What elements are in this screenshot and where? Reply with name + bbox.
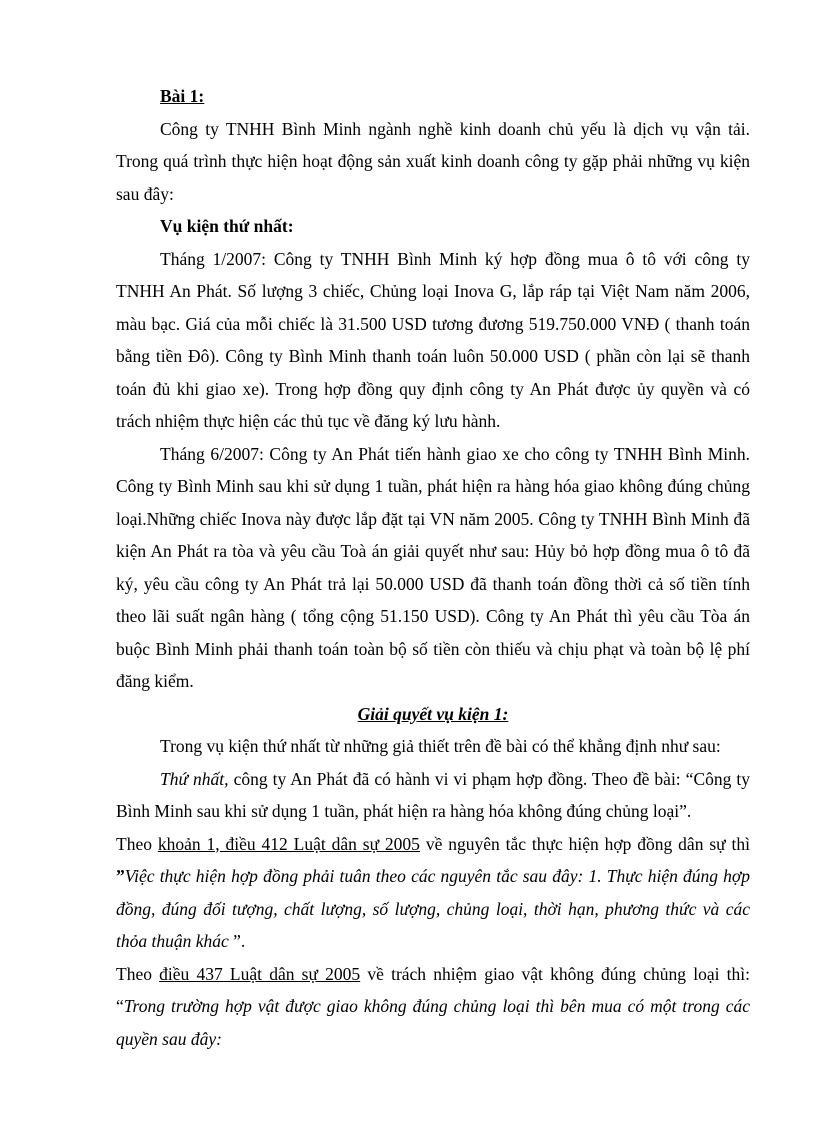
- intro-line-3: sau đây:: [116, 183, 174, 204]
- art412-reference: khoản 1, điều 412 Luật dân sự 2005: [157, 833, 420, 854]
- para2-line-8: đăng kiểm.: [116, 671, 194, 691]
- para2-line-6: theo lãi suất ngân hàng ( tổng cộng 51.150 USD). Công ty An Phát thì yêu cầu Tòa án: [116, 606, 750, 626]
- para1-line-4: bằng tiền Đô). Công ty Bình Minh thanh toán luôn 50.000 USD ( phần còn lại sẽ thanh: [116, 346, 750, 366]
- para1-line-5: toán đủ khi giao xe). Trong hợp đồng quy định công ty An Phát được ủy quyền và có: [116, 378, 750, 399]
- first-point-text: công ty An Phát đã có hành vi vi phạm hợp đồng. Theo đề bài: “Công ty: [228, 768, 751, 789]
- art412-quote-line-3: thỏa thuận khác ”.: [116, 931, 246, 951]
- first-point-line-1: [116, 763, 750, 796]
- art437-quote-line-2: quyền sau đây:: [116, 1028, 222, 1049]
- first-point-label: Thứ nhất,: [160, 768, 229, 789]
- art412-quote-line-2: đồng, đúng đối tượng, chất lượng, số lượng, chủng loại, thời hạn, phương thức và các: [116, 898, 750, 919]
- para2-line-5: ký, yêu cầu công ty An Phát trả lại 50.000 USD đã thanh toán đồng thời cả số tiền tính: [116, 573, 750, 594]
- intro-line-1: Công ty TNHH Bình Minh ngành nghề kinh doanh chủ yếu là dịch vụ vận tải.: [160, 118, 750, 139]
- para2-line-7: buộc Bình Minh phải thanh toán toàn bộ số tiền còn thiếu và chịu phạt và toàn bộ lệ phí: [116, 638, 750, 659]
- first-point-line-2: Bình Minh sau khi sử dụng 1 tuần, phát hiện ra hàng hóa không đúng chủng loại”.: [116, 801, 692, 821]
- para2-line-4: kiện An Phát ra tòa và yêu cầu Toà án giải quyết như sau: Hủy bỏ hợp đồng mua ô tô đã: [116, 541, 750, 561]
- para1-line-1: Tháng 1/2007: Công ty TNHH Bình Minh ký hợp đồng mua ô tô với công ty: [160, 248, 750, 269]
- para1-line-3: màu bạc. Giá của mỗi chiếc là 31.500 USD tương đương 519.750.000 VNĐ ( thanh toán: [116, 313, 750, 334]
- para1-line-6: trách nhiệm thực hiện các thủ tục về đăng ký lưu hành.: [116, 411, 501, 431]
- para1-line-2: TNHH An Phát. Số lượng 3 chiếc, Chủng loại Inova G, lắp ráp tại Việt Nam năm 2006,: [116, 281, 750, 301]
- solution-intro: Trong vụ kiện thứ nhất từ những giả thiết trên đề bài có thể khẳng định như sau:: [160, 736, 721, 756]
- para2-line-1: Tháng 6/2007: Công ty An Phát tiến hành giao xe cho công ty TNHH Bình Minh.: [160, 443, 750, 464]
- case1-heading: Vụ kiện thứ nhất:: [160, 216, 294, 236]
- para2-line-2: Công ty Bình Minh sau khi sử dụng 1 tuần, phát hiện ra hàng hóa giao không đúng chủng: [116, 476, 750, 496]
- art437-line: Theo điều 437 Luật dân sự 2005 về trách nhiệm giao vật không đúng chủng loại thì:: [116, 963, 750, 984]
- art437-quote-line-1: “Trong trường hợp vật được giao không đúng chủng loại thì bên mua có một trong các: [116, 996, 750, 1016]
- intro-line-2: Trong quá trình thực hiện hoạt động sản xuất kinh doanh công ty gặp phải những vụ kiện: [116, 151, 750, 171]
- art412-quote-line-1: ”Việc thực hiện hợp đồng phải tuân theo các nguyên tắc sau đây: 1. Thực hiện đúng hợp: [116, 866, 750, 886]
- exercise-title: Bài 1:: [160, 86, 205, 106]
- para2-line-3: loại.Những chiếc Inova này được lắp đặt tại VN năm 2005. Công ty TNHH Bình Minh đã: [116, 508, 750, 529]
- art437-reference: điều 437 Luật dân sự 2005: [159, 963, 361, 984]
- art412-line: Theo khoản 1, điều 412 Luật dân sự 2005 về nguyên tắc thực hiện hợp đồng dân sự thì: [116, 833, 750, 854]
- solution-heading: Giải quyết vụ kiện 1:: [357, 703, 509, 724]
